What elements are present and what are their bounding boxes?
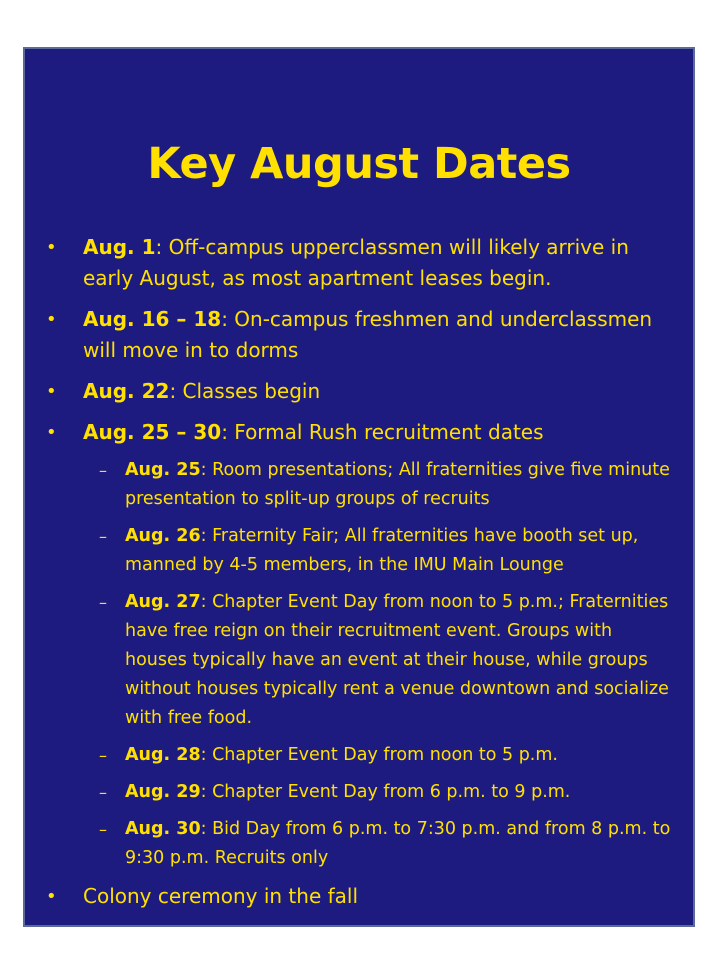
date-label: Aug. 1 xyxy=(83,235,156,259)
dash-icon: – xyxy=(99,593,107,612)
dash-icon: – xyxy=(99,461,107,480)
list-item-text xyxy=(83,232,676,294)
date-label: Aug. 27 xyxy=(125,592,201,612)
slide xyxy=(23,47,695,927)
sub-item-text xyxy=(125,741,676,770)
date-label: Aug. 28 xyxy=(125,745,201,765)
item-description: : Chapter Event Day from 6 p.m. to 9 p.m. xyxy=(200,782,571,802)
item-description: : Formal Rush recruitment dates xyxy=(221,420,544,444)
sub-list-item xyxy=(46,741,676,770)
sub-item-text xyxy=(125,588,676,733)
slide-title: Key August Dates xyxy=(147,139,571,189)
bullet-icon: • xyxy=(46,422,57,443)
item-description: : Room presentations; All fraternities give five minute presentation to split-up groups of recruits xyxy=(125,460,670,509)
item-description: : Fraternity Fair; All fraternities have booth set up, manned by 4-5 members, in the IMU Main Lounge xyxy=(125,526,639,575)
item-description: : On-campus freshmen and underclassmen will move in to dorms xyxy=(83,307,653,362)
item-description: Colony ceremony in the fall xyxy=(83,884,359,908)
list-item xyxy=(46,417,676,448)
date-label: Aug. 26 xyxy=(125,526,201,546)
list-item-text xyxy=(83,881,676,912)
bullet-icon: • xyxy=(46,381,57,402)
bullet-icon: • xyxy=(46,309,57,330)
item-description: : Classes begin xyxy=(169,379,321,403)
item-description: : Chapter Event Day from noon to 5 p.m. xyxy=(200,745,558,765)
sub-list-item xyxy=(46,522,676,580)
sub-item-text xyxy=(125,522,676,580)
date-label: Aug. 22 xyxy=(83,379,170,403)
date-label: Aug. 25 xyxy=(125,460,201,480)
list-item-text xyxy=(83,304,676,366)
sub-item-text xyxy=(125,815,676,873)
dash-icon: – xyxy=(99,820,107,839)
list-item-text xyxy=(83,376,676,407)
list-item-text xyxy=(83,417,676,448)
sub-list-item xyxy=(46,588,676,733)
sub-list xyxy=(46,456,676,873)
bullet-list xyxy=(46,232,676,922)
item-description: : Chapter Event Day from noon to 5 p.m.; Fraternities have free reign on their recruitment event. Groups with houses typically have an event at their house, while groups without houses typically rent a venue downtown and socialize with free food. xyxy=(125,592,669,728)
item-description: : Bid Day from 6 p.m. to 7:30 p.m. and from 8 p.m. to 9:30 p.m. Recruits only xyxy=(125,819,671,868)
item-description: : Off-campus upperclassmen will likely arrive in early August, as most apartment leases begin. xyxy=(83,235,629,290)
dash-icon: – xyxy=(99,746,107,765)
sub-list-item xyxy=(46,815,676,873)
sub-item-text xyxy=(125,778,676,807)
date-label: Aug. 30 xyxy=(125,819,201,839)
list-item xyxy=(46,881,676,912)
dash-icon: – xyxy=(99,783,107,802)
sub-list-item xyxy=(46,778,676,807)
sub-item-text xyxy=(125,456,676,514)
date-label: Aug. 25 – 30 xyxy=(83,420,222,444)
list-item xyxy=(46,304,676,366)
bullet-icon: • xyxy=(46,237,57,258)
sub-list-item xyxy=(46,456,676,514)
list-item xyxy=(46,232,676,294)
dash-icon: – xyxy=(99,527,107,546)
date-label: Aug. 29 xyxy=(125,782,201,802)
list-item xyxy=(46,376,676,407)
date-label: Aug. 16 – 18 xyxy=(83,307,222,331)
bullet-icon: • xyxy=(46,886,57,907)
